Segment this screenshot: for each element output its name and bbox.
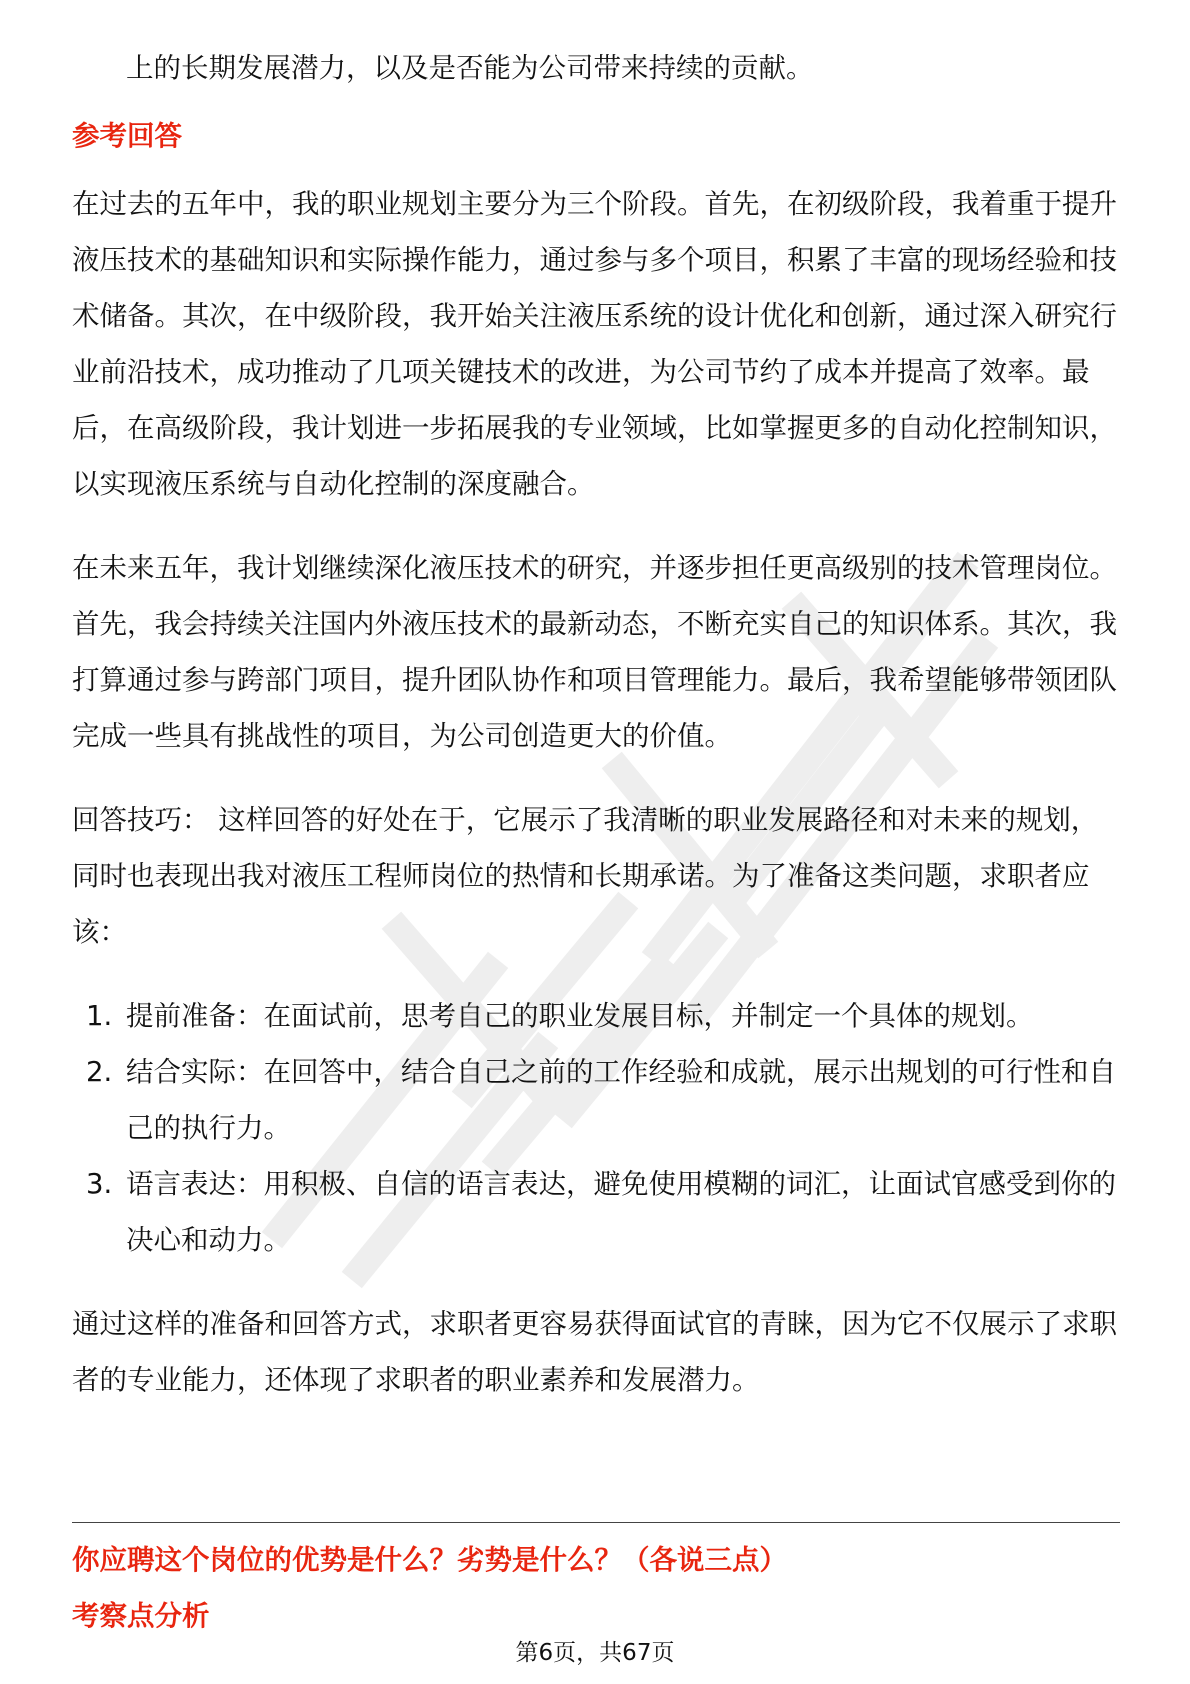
reference-answer-heading: 参考回答 [72, 120, 182, 152]
list-item-number: 2. [86, 1056, 113, 1088]
answer-paragraph-1: 在过去的五年中，我的职业规划主要分为三个阶段。首先，在初级阶段，我着重于提升液压技术的基础知识和实际操作能力，通过参与多个项目，积累了丰富的现场经验和技术储备。其次，在中级阶段，我开始关注液压系统的设计优化和创新，通过深入研究行业前沿技术，成功推动了几项关键技术的改进，为公司节约了成本并提高了效率。最后，在高级阶段，我计划进一步拓展我的专业领域，比如掌握更多的自动化控制知识，以实现液压系统与自动化控制的深度融合。 [72, 188, 1117, 500]
intro-line: 上的长期发展潜力，以及是否能为公司带来持续的贡献。 [126, 52, 814, 84]
closing-paragraph: 通过这样的准备和回答方式，求职者更容易获得面试官的青睐，因为它不仅展示了求职者的专业能力，还体现了求职者的职业素养和发展潜力。 [72, 1308, 1117, 1396]
next-question-block [72, 1532, 1120, 1644]
list-item [72, 1156, 1120, 1268]
list-item-number: 3. [86, 1168, 113, 1200]
next-question-heading: 你应聘这个岗位的优势是什么？劣势是什么？（各说三点） [72, 1544, 787, 1576]
analysis-heading: 考察点分析 [72, 1600, 210, 1632]
list-item-text: 语言表达：用积极、自信的语言表达，避免使用模糊的词汇，让面试官感受到你的决心和动力。 [126, 1168, 1116, 1256]
list-item-number: 1. [86, 1000, 113, 1032]
list-item [72, 1044, 1120, 1156]
answer-tips-paragraph: 回答技巧： 这样回答的好处在于，它展示了我清晰的职业发展路径和对未来的规划，同时也表现出我对液压工程师岗位的热情和长期承诺。为了准备这类问题，求职者应该： [72, 804, 1099, 948]
page-number-footer: 第6页，共67页 [515, 1640, 675, 1666]
list-item-text: 结合实际：在回答中，结合自己之前的工作经验和成就，展示出规划的可行性和自己的执行力。 [126, 1056, 1116, 1144]
section-divider [72, 1522, 1120, 1523]
list-item [72, 988, 1120, 1044]
answer-paragraph-2: 在未来五年，我计划继续深化液压技术的研究，并逐步担任更高级别的技术管理岗位。首先，我会持续关注国内外液压技术的最新动态，不断充实自己的知识体系。其次，我打算通过参与跨部门项目，提升团队协作和项目管理能力。最后，我希望能够带领团队完成一些具有挑战性的项目，为公司创造更大的价值。 [72, 552, 1117, 752]
main-content [72, 40, 1120, 1408]
tips-list [72, 988, 1120, 1268]
list-item-text: 提前准备：在面试前，思考自己的职业发展目标，并制定一个具体的规划。 [126, 1000, 1034, 1032]
